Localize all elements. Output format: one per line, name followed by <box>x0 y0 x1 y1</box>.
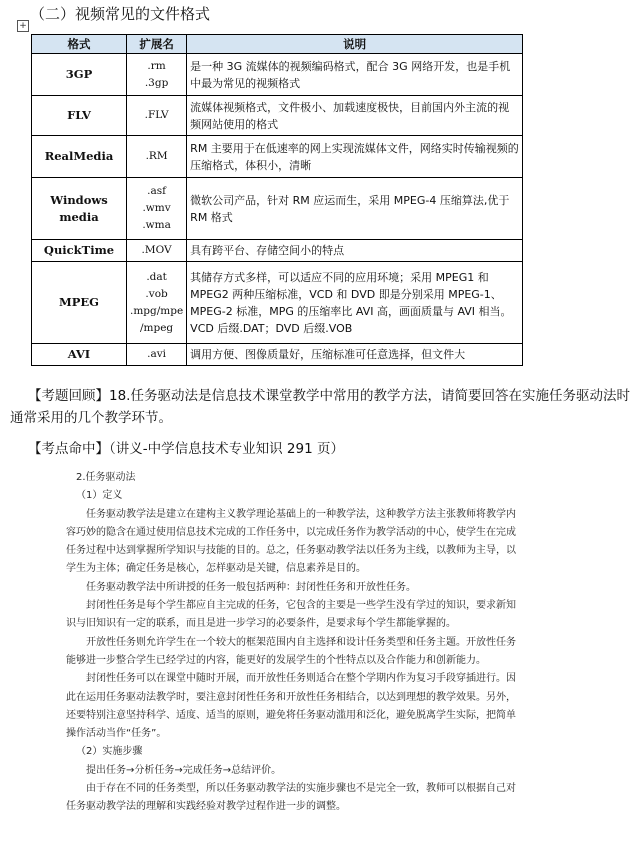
table-row <box>32 344 523 366</box>
table-row <box>32 240 523 262</box>
description-cell: 微软公司产品，针对 RM 应运而生，采用 MPEG-4 压缩算法,优于 RM 格式 <box>187 178 523 240</box>
extension-item: /mpeg <box>140 321 174 334</box>
description-cell: 是一种 3G 流媒体的视频编码格式，配合 3G 网络开发，也是手机中最为常见的视频格式 <box>187 54 523 96</box>
description-cell: 流媒体视频格式，文件极小、加载速度极快，目前国内外主流的视频网站使用的格式 <box>187 96 523 136</box>
description-cell: 调用方便、图像质量好，压缩标准可任意选择，但文件大 <box>187 344 523 366</box>
extension-item: .avi <box>147 348 167 360</box>
extension-item: .dat <box>146 270 167 283</box>
key-point-reference: 【考点命中】（讲义-中学信息技术专业知识 291 页） <box>28 441 344 457</box>
format-cell: QuickTime <box>32 240 127 262</box>
description-cell: RM 主要用于在低速率的网上实现流媒体文件，网络实时传输视频的压缩格式，体积小，清晰 <box>187 136 523 178</box>
review-text: 【考题回顾】18.任务驱动法是信息技术课堂教学中常用的教学方法，请简要回答在实施任务驱动法时通常采用的几个教学环节。 <box>10 388 630 426</box>
table-row <box>32 54 523 96</box>
paragraph: 封闭性任务可以在课堂中随时开展，而开放性任务则适合在整个学期内作为复习手段穿插进行。因此在运用任务驱动法教学时，要注意封闭性任务和开放性任务相结合，以达到理想的教学效果。另外，还要特别注意坚持科学、适度、适当的原则，避免将任务驱动滥用和泛化，避免脱离学生实际，把简单操作活动当作“任务”。 <box>66 673 516 740</box>
extension-item: .rm <box>147 59 166 72</box>
extension-item: .wma <box>142 219 171 231</box>
header-description: 说明 <box>187 35 523 54</box>
steps-text: 提出任务→分析任务→完成任务→总结评价。 <box>86 764 282 776</box>
extension-item: .vob <box>145 287 168 300</box>
paragraph: 开放性任务则允许学生在一个较大的框架范围内自主选择和设计任务类型和任务主题。开放性任务能够进一步整合学生已经学过的内容，能更好的发展学生的个性特点以及合作能力和创新能力。 <box>66 636 516 666</box>
header-extension: 扩展名 <box>127 35 187 54</box>
extension-cell <box>127 262 187 344</box>
format-cell: RealMedia <box>32 136 127 178</box>
extension-item: .RM <box>145 150 168 162</box>
extension-cell <box>127 240 187 262</box>
format-cell: AVI <box>32 344 127 366</box>
extension-item: .mpg/mpe <box>130 304 184 317</box>
table-row <box>32 178 523 240</box>
paragraph: 任务驱动教学法中所讲授的任务一般包括两种：封闭性任务和开放性任务。 <box>86 581 416 593</box>
header-format: 格式 <box>32 35 127 54</box>
format-cell: 3GP <box>32 54 127 96</box>
table-row <box>32 96 523 136</box>
format-cell: MPEG <box>32 262 127 344</box>
extension-item: .MOV <box>141 244 172 256</box>
extension-cell <box>127 54 187 96</box>
table-move-handle-icon[interactable]: + <box>17 20 29 32</box>
extension-cell <box>127 344 187 366</box>
extension-item: .asf <box>147 185 167 197</box>
extension-item: .3gp <box>144 76 169 89</box>
description-cell: 具有跨平台、存储空间小的特点 <box>187 240 523 262</box>
table-header-row <box>32 35 523 54</box>
extension-cell <box>127 136 187 178</box>
description-cell: 其储存方式多样，可以适应不同的应用环境；采用 MPEG1 和 MPEG2 两种压缩标准，VCD 和 DVD 即是分别采用 MPEG-1、MPEG-2 标准，MPG 的压缩率比 AVI 高，画面质量与 AVI 相当。VCD 后缀.DAT；DVD 后缀.VOB <box>187 262 523 344</box>
paragraph: 封闭性任务是每个学生都应自主完成的任务，它包含的主要是一些学生没有学过的知识，要求新知识与旧知识有一定的联系，而且是进一步学习的必要条件，是要求每个学生都能掌握的。 <box>66 600 516 630</box>
table-row <box>32 136 523 178</box>
format-cell: Windows media <box>32 178 127 240</box>
excerpt-title: 2.任务驱动法 <box>76 472 136 483</box>
table-row <box>32 262 523 344</box>
extension-cell <box>127 178 187 240</box>
paragraph: 任务驱动教学法是建立在建构主义教学理论基础上的一种教学法，这种教学方法主张教师将教学内容巧妙的隐含在通过使用信息技术完成的工作任务中，以完成任务作为教学活动的中心，使学生在完成任务过程中达到掌握所学知识与技能的目的。总之，任务驱动教学法以任务为主线，以教师为主导，以学生为主体；确定任务是核心，怎样驱动是关键，信息素养是目的。 <box>66 508 516 575</box>
video-format-table <box>31 34 523 366</box>
definition-heading: （1）定义 <box>76 490 123 502</box>
extension-cell <box>127 96 187 136</box>
exam-review <box>10 385 630 429</box>
paragraph: 由于存在不同的任务类型，所以任务驱动教学法的实施步骤也不是完全一致，教师可以根据自己对任务驱动教学法的理解和实践经验对教学过程作进一步的调整。 <box>66 783 516 813</box>
steps-heading: （2）实施步骤 <box>76 746 143 758</box>
format-cell: FLV <box>32 96 127 136</box>
extension-item: .wmv <box>142 202 171 214</box>
section-heading: （二）视频常见的文件格式 <box>30 5 211 23</box>
handout-excerpt <box>66 469 518 817</box>
extension-item: .FLV <box>144 109 169 121</box>
